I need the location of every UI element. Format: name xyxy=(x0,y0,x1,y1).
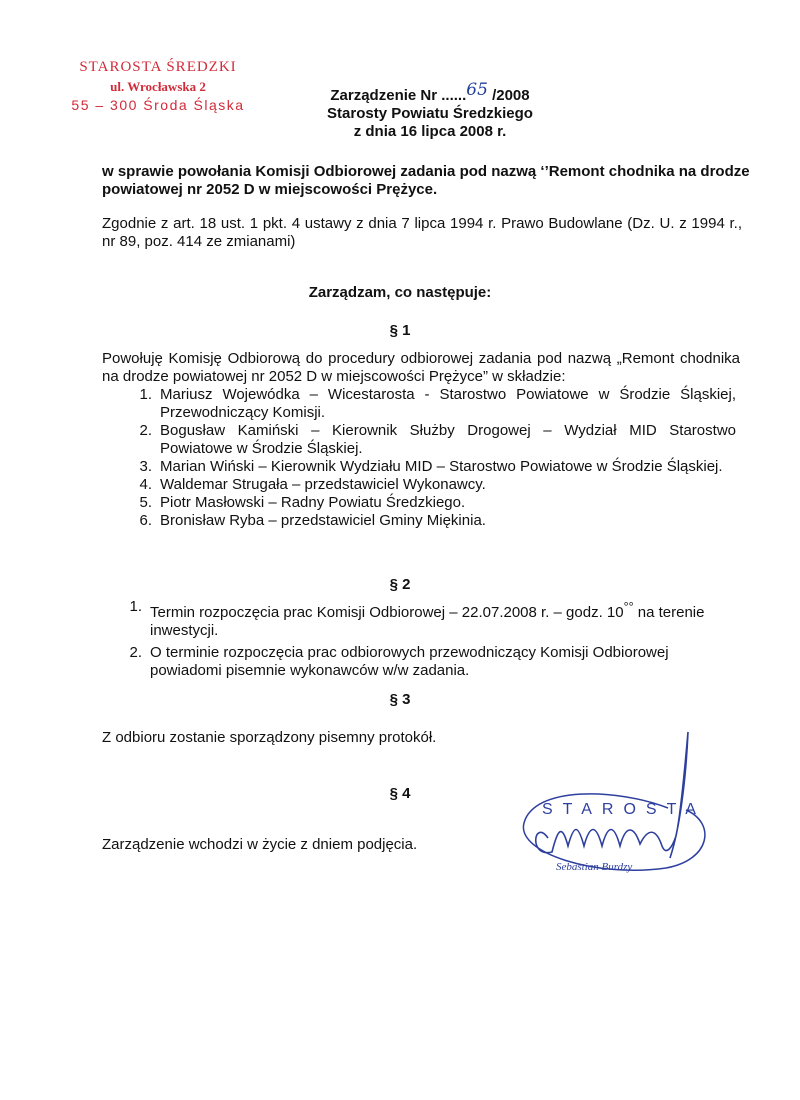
orders-heading: Zarządzam, co następuje: xyxy=(308,284,492,301)
list-item: 2. Bogusław Kamiński – Kierownik Służby Drogowej – Wydział MID Starostwo Powiatowe w Środzie Śląskiej. xyxy=(139,422,736,457)
section-2-list xyxy=(102,598,722,684)
stamp-signer-name: Sebastian Burdzy xyxy=(556,861,633,873)
section-2-heading: § 2 xyxy=(389,576,411,593)
stamp-title-text: STAROSTA xyxy=(542,801,706,818)
subject-paragraph: w sprawie powołania Komisji Odbiorowej zadania pod nazwą ‘’Remont chodnika na drodze powiatowej nr 2052 D w miejscowości Prężyce. xyxy=(102,163,750,198)
stamp-city: 55 – 300 Środa Śląska xyxy=(71,97,245,113)
list-item: 1. Mariusz Wojewódka – Wicestarosta - Starostwo Powiatowe w Środzie Śląskiej, Przewodniczący Komisji. xyxy=(139,386,736,421)
document-title: Zarządzenie Nr ......65 /2008 xyxy=(330,80,530,104)
section-3-heading: § 3 xyxy=(389,691,411,708)
commission-members-list xyxy=(102,386,742,530)
signature-stamp xyxy=(516,728,716,888)
section-1-heading: § 1 xyxy=(389,322,411,339)
section-1-intro: Powołuję Komisję Odbiorową do procedury odbiorowej zadania pod nazwą „Remont chodnika na drodze powiatowej nr 2052 D w miejscowości Prężyce” w składzie: xyxy=(102,350,740,385)
legal-basis-paragraph: Zgodnie z art. 18 ust. 1 pkt. 4 ustawy z dnia 7 lipca 1994 r. Prawo Budowlane (Dz. U. z 1994 r., nr 89, poz. 414 ze zmianami) xyxy=(102,215,742,250)
number-dots: ...... xyxy=(441,87,467,104)
stamp-office-name: STAROSTA ŚREDZKI xyxy=(79,59,237,75)
list-item: 5. Piotr Masłowski – Radny Powiatu Średzkiego. xyxy=(139,494,466,511)
section-3-text: Z odbioru zostanie sporządzony pisemny protokół. xyxy=(102,729,437,746)
list-item: 6. Bronisław Ryba – przedstawiciel Gminy Miękinia. xyxy=(139,512,486,529)
list-item: 2. O terminie rozpoczęcia prac odbiorowych przewodniczący Komisji Odbiorowej powiadomi pisemnie wykonawców w/w zadania. xyxy=(129,644,669,679)
list-item: 1. Termin rozpoczęcia prac Komisji Odbiorowej – 22.07.2008 r. – godz. 10°° na terenie inwestycji. xyxy=(129,598,705,639)
stamp-street: ul. Wrocławska 2 xyxy=(110,79,206,94)
section-4-heading: § 4 xyxy=(389,785,411,802)
document-header xyxy=(280,80,580,141)
date-line: z dnia 16 lipca 2008 r. xyxy=(353,123,507,140)
list-item: 4. Waldemar Strugała – przedstawiciel Wykonawcy. xyxy=(139,476,486,493)
list-item: 3. Marian Wiński – Kierownik Wydziału MID – Starostwo Powiatowe w Środzie Śląskiej. xyxy=(139,458,723,475)
section-4-text: Zarządzenie wchodzi w życie z dniem podjęcia. xyxy=(102,836,418,853)
office-stamp xyxy=(48,58,268,115)
time-superscript: °° xyxy=(623,600,634,614)
handwritten-number: 65 xyxy=(466,80,488,100)
issuer-line: Starosty Powiatu Średzkiego xyxy=(327,105,533,122)
